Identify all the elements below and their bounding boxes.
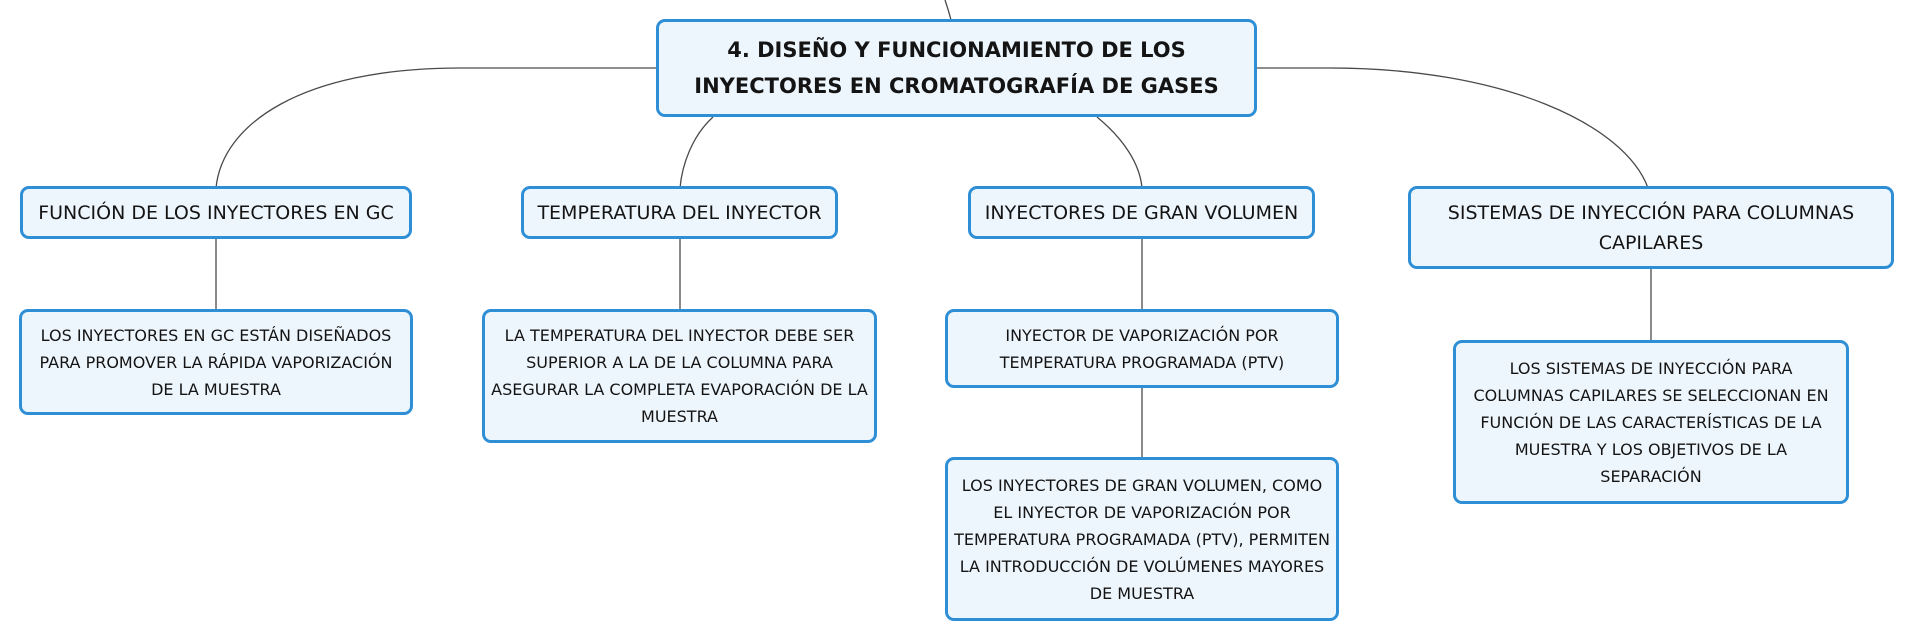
leaf-funcion-inyectores[interactable] bbox=[19, 309, 413, 415]
topic-label: TEMPERATURA DEL INYECTOR bbox=[537, 201, 822, 224]
connector-root-to-gran-volumen bbox=[1097, 117, 1142, 188]
leaf-temperatura-inyector[interactable] bbox=[482, 309, 877, 443]
topic-sistemas-inyeccion[interactable] bbox=[1408, 186, 1894, 269]
topic-label: SISTEMAS DE INYECCIÓN PARA COLUMNAS CAPILARES bbox=[1447, 201, 1855, 254]
topic-temperatura-inyector[interactable] bbox=[521, 186, 838, 239]
leaf-label: INYECTOR DE VAPORIZACIÓN POR TEMPERATURA PROGRAMADA (PTV) bbox=[999, 325, 1285, 372]
leaf-gran-volumen-detalle[interactable] bbox=[945, 457, 1339, 621]
leaf-label: LOS INYECTORES DE GRAN VOLUMEN, COMO EL INYECTOR DE VAPORIZACIÓN POR TEMPERATURA PROGRAMADA (PTV), PERMITEN LA INTRODUCCIÓN DE VOLÚMENES MAYORES DE MUESTRA bbox=[954, 475, 1330, 603]
connector-root-to-temperatura bbox=[680, 117, 713, 188]
connector-root-to-sistemas bbox=[1257, 68, 1648, 188]
topic-label: FUNCIÓN DE LOS INYECTORES EN GC bbox=[38, 201, 394, 224]
connector-parent-to-root bbox=[945, 0, 951, 20]
leaf-inyector-ptv[interactable] bbox=[945, 309, 1339, 388]
connector-root-to-funcion bbox=[216, 68, 656, 188]
root-topic[interactable] bbox=[656, 19, 1257, 117]
leaf-label: LOS SISTEMAS DE INYECCIÓN PARA COLUMNAS CAPILARES SE SELECCIONAN EN FUNCIÓN DE LAS CARACTERÍSTICAS DE LA MUESTRA Y LOS OBJETIVOS DE LA SEPARACIÓN bbox=[1473, 358, 1829, 486]
leaf-label: LOS INYECTORES EN GC ESTÁN DISEÑADOS PARA PROMOVER LA RÁPIDA VAPORIZACIÓN DE LA MUESTRA bbox=[39, 325, 393, 399]
leaf-sistemas-inyeccion[interactable] bbox=[1453, 340, 1849, 504]
topic-inyectores-gran-volumen[interactable] bbox=[968, 186, 1315, 239]
leaf-label: LA TEMPERATURA DEL INYECTOR DEBE SER SUPERIOR A LA DE LA COLUMNA PARA ASEGURAR LA COMPLETA EVAPORACIÓN DE LA MUESTRA bbox=[491, 326, 868, 426]
topic-funcion-inyectores[interactable] bbox=[20, 186, 412, 239]
topic-label: INYECTORES DE GRAN VOLUMEN bbox=[984, 201, 1299, 224]
root-topic-label: 4. DISEÑO Y FUNCIONAMIENTO DE LOS INYECTORES EN CROMATOGRAFÍA DE GASES bbox=[694, 38, 1219, 98]
